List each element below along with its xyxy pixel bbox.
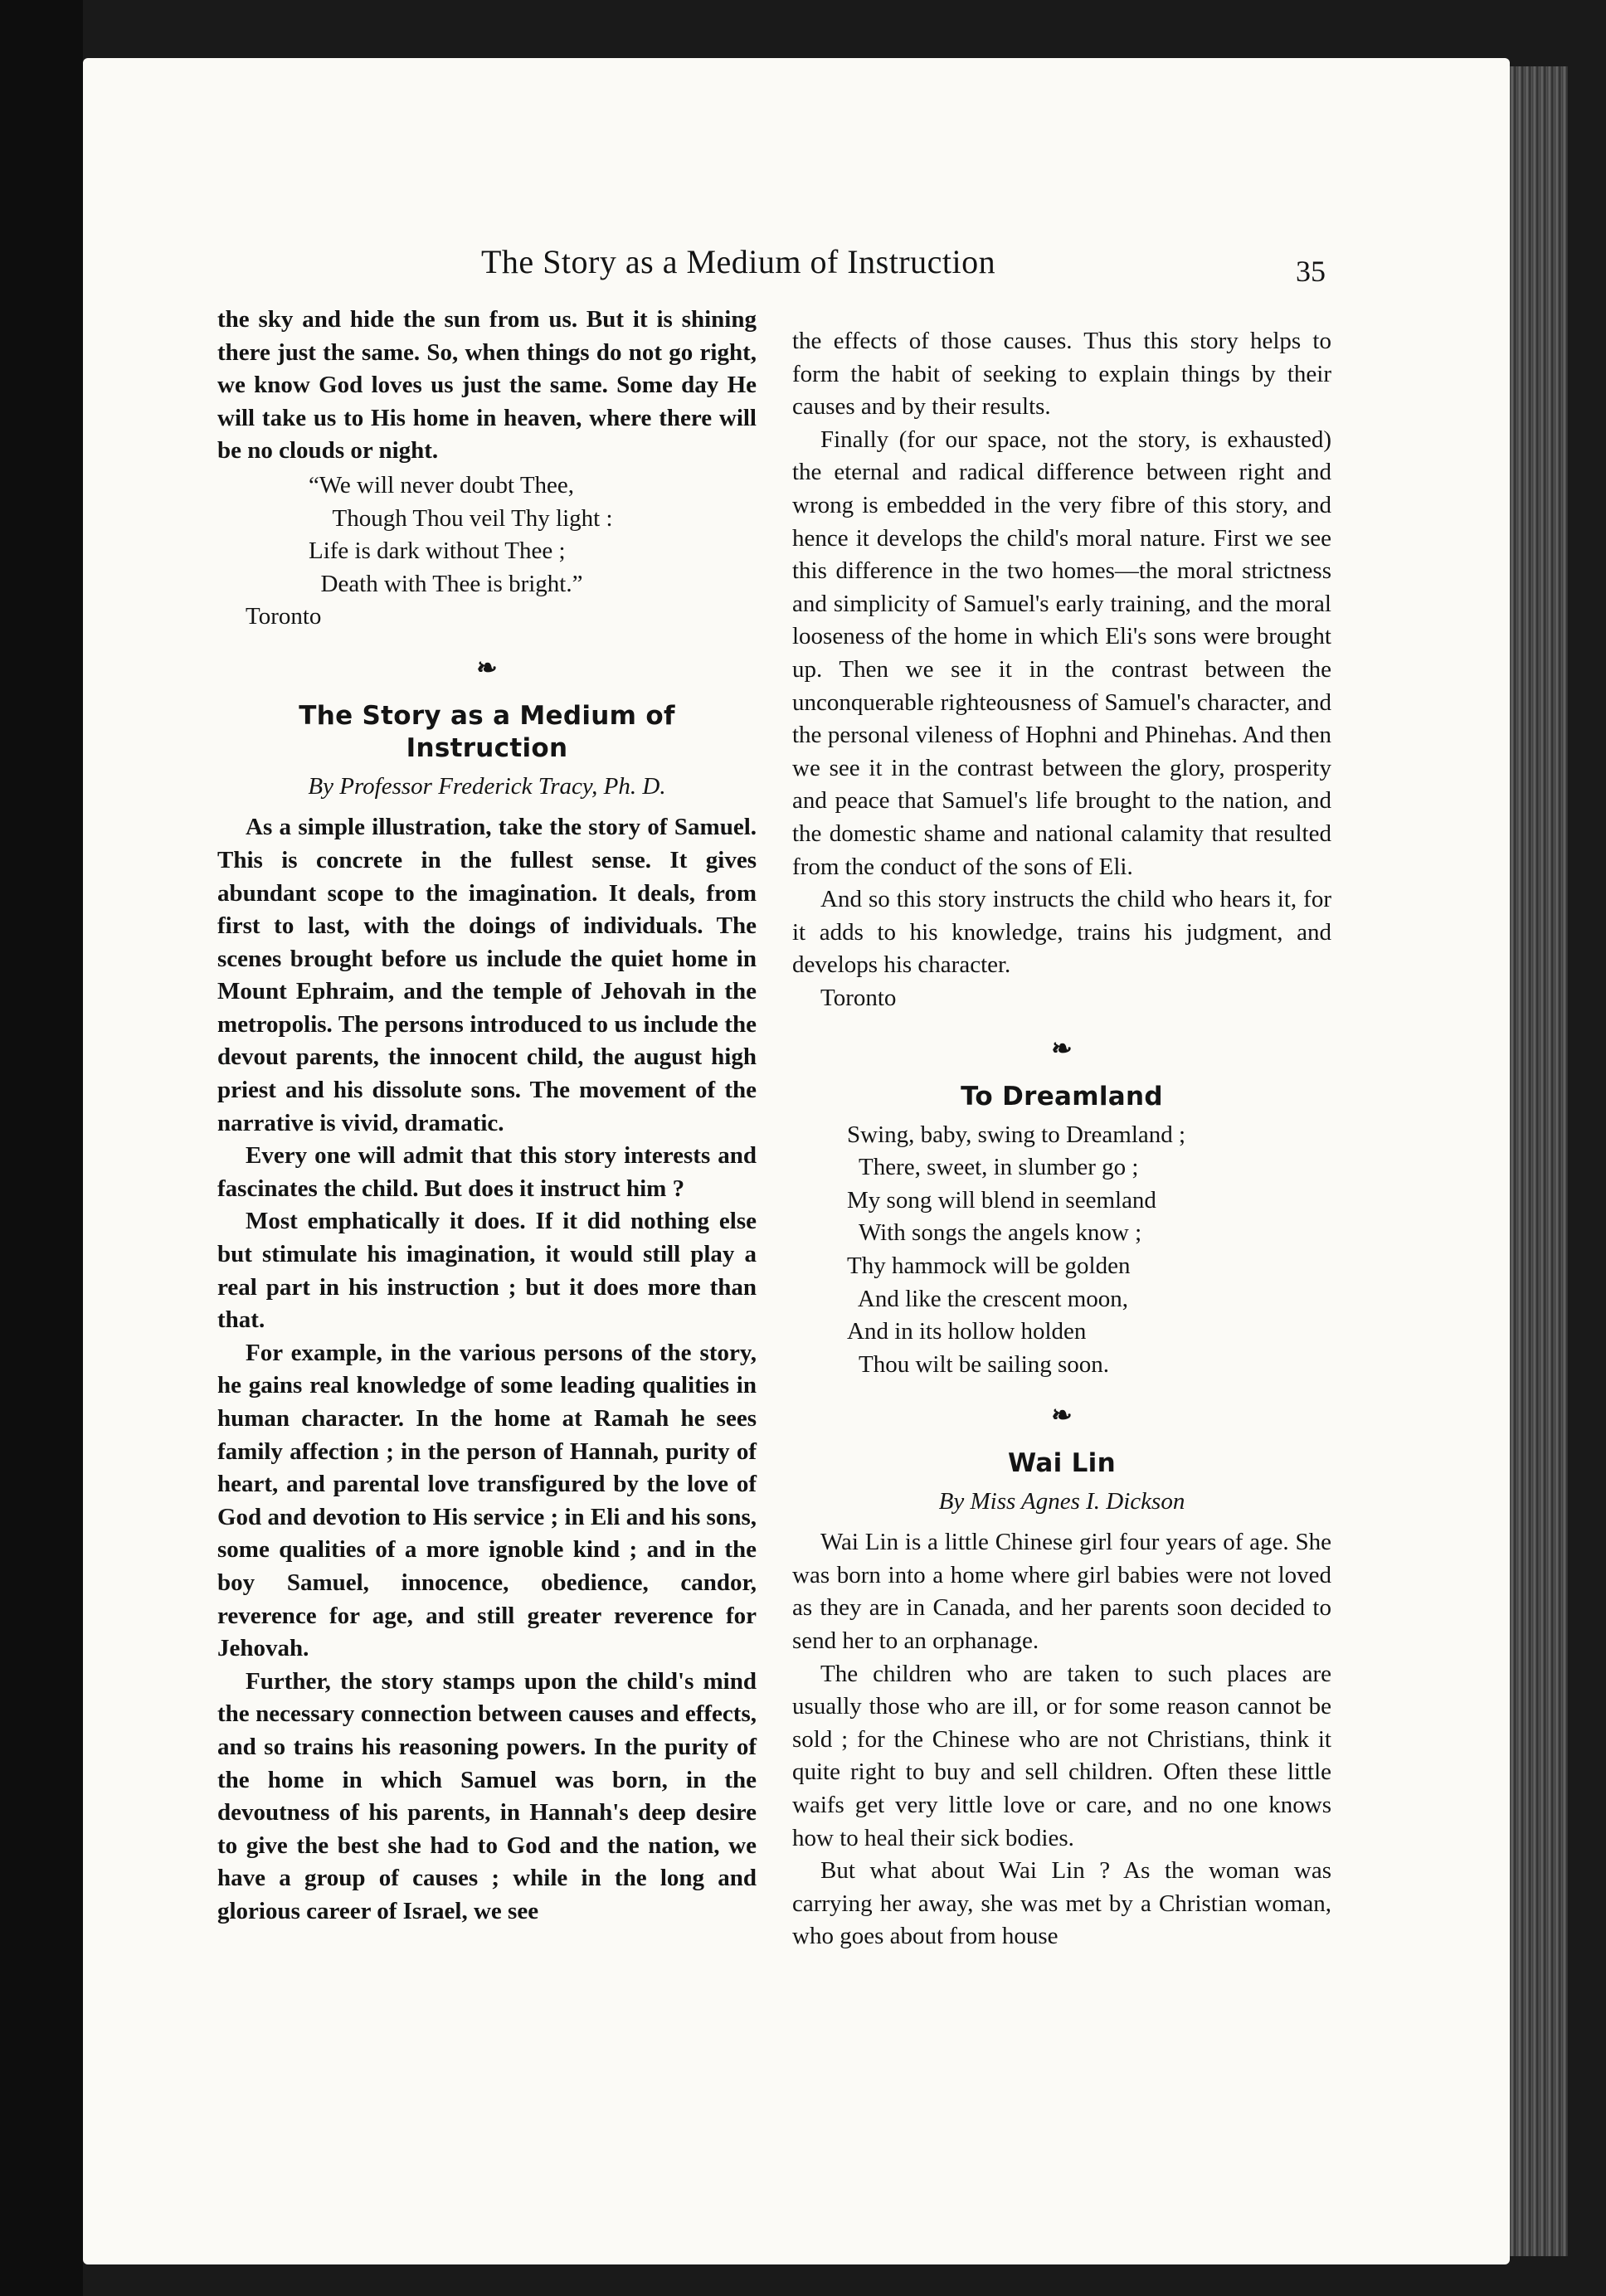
article-title: Wai Lin	[1008, 1448, 1116, 1478]
paragraph: the sky and hide the sun from us. But it is shining there just the same. So, when things do not go right, we know God loves us just the same. Some day He will take us to His home in heaven, where there will be no clouds or night.	[217, 306, 757, 465]
ornament-icon: ❧	[476, 654, 498, 682]
paragraph: the effects of those causes. Thus this story helps to form the habit of seeking to explain things by their causes and by their results.	[792, 328, 1331, 421]
paragraph: And so this story instructs the child who hears it, for it adds to his knowledge, trains his judgment, and develops his character.	[792, 886, 1331, 979]
poem-line: Though Thou veil Thy light :	[309, 504, 613, 532]
running-header: The Story as a Medium of Instruction	[481, 243, 996, 280]
paragraph: Most emphatically it does. If it did nothing else but stimulate his imagination, it would still play a real part in his instruction ; but it does more than that.	[217, 1208, 757, 1334]
poem-line: Swing, baby, swing to Dreamland ;	[847, 1121, 1186, 1148]
left-column	[217, 304, 757, 1929]
poem-line: Thou wilt be sailing soon.	[847, 1350, 1110, 1378]
paragraph: Further, the story stamps upon the child's mind the necessary connection between causes and effects, and so trains his reasoning powers. In the purity of the home in which Samuel was born, in the devoutness of his parents, in Hannah's deep desire to give the best she had to God and the nation, we have a group of causes ; while in the long and glorious career of Israel, we see	[217, 1667, 757, 1924]
paragraph: For example, in the various persons of the story, he gains real knowledge of some leading qualities in human character. In the home at Ramah he sees family affection ; in the person of Hannah, purity of heart, and parental love transfigured by the love of God and devotion to His service ; in Eli and his sons, some qualities of a more ignoble kind ; and in the boy Samuel, innocence, obedience, candor, reverence for age, and still greater reverence for Jehovah.	[217, 1339, 757, 1662]
byline: By Professor Frederick Tracy, Ph. D.	[308, 772, 666, 800]
poem-line: With songs the angels know ;	[847, 1219, 1142, 1247]
ornament-icon: ❧	[1051, 1402, 1073, 1430]
paragraph: The children who are taken to such places are usually those who are ill, or for some reason cannot be sold ; for the Chinese who are not Christians, think it quite right to buy and sell children. Often these little waifs get very little love or care, and no one knows how to heal their sick bodies.	[792, 1660, 1331, 1851]
paragraph: As a simple illustration, take the story of Samuel. This is concrete in the fullest sense. It gives abundant scope to the imagination. It deals, from first to last, with the doings of individuals. The scenes brought before us include the quiet home in Mount Ephraim, and the temple of Jehovah in the metropolis. The persons introduced to us include the devout parents, the innocent child, the august high priest and his dissolute sons. The movement of the narrative is vivid, dramatic.	[217, 814, 757, 1136]
book-gutter	[0, 0, 83, 2296]
poem-line: And like the crescent moon,	[847, 1285, 1129, 1312]
paragraph: Finally (for our space, not the story, is exhausted) the eternal and radical difference between right and wrong is embedded in the very fibre of this story, and hence it develops the child's moral nature. First we see this difference in the two homes—the moral strictness and simplicity of Samuel's early training, and the moral looseness of the home in which Eli's sons were brought up. Then we see it in the contrast between the unconquerable righteousness of Samuel's character, and the personal vileness of Hophni and Phinehas. And then we see it in the contrast between the glory, prosperity and peace that Samuel's life brought to the nation, and the domestic shame and national calamity that resulted from the conduct of the sons of Eli.	[792, 426, 1331, 880]
poem-title: To Dreamland	[961, 1082, 1163, 1112]
ornament-icon: ❧	[1051, 1035, 1073, 1063]
article-title: The Story as a Medium of Instruction	[299, 700, 675, 764]
poem-line: And in its hollow holden	[847, 1318, 1087, 1345]
poem-line: Death with Thee is bright.”	[309, 570, 583, 597]
paragraph: Every one will admit that this story interests and fascinates the child. But does it instruct him ?	[217, 1142, 757, 1202]
poem-line: Life is dark without Thee ;	[309, 538, 566, 565]
paragraph: But what about Wai Lin ? As the woman was carrying her away, she was met by a Christian woman, who goes about from house	[792, 1857, 1331, 1950]
poem-line: Thy hammock will be golden	[847, 1253, 1131, 1280]
poem	[847, 1119, 1331, 1382]
page-number: 35	[1296, 255, 1326, 288]
poem-line: “We will never doubt Thee,	[309, 471, 575, 499]
signature: Toronto	[820, 984, 897, 1011]
byline: By Miss Agnes I. Dickson	[938, 1487, 1185, 1515]
paragraph: Wai Lin is a little Chinese girl four years of age. She was born into a home where girl babies were not loved as they are in Canada, and her parents soon decided to send her to an orphanage.	[792, 1529, 1331, 1654]
poem-line: My song will blend in seemland	[847, 1186, 1156, 1214]
poem-quote	[309, 469, 757, 601]
right-column	[792, 325, 1331, 1953]
page-stack-edge	[1510, 66, 1568, 2256]
signature: Toronto	[246, 603, 322, 630]
poem-line: There, sweet, in slumber go ;	[847, 1154, 1139, 1181]
